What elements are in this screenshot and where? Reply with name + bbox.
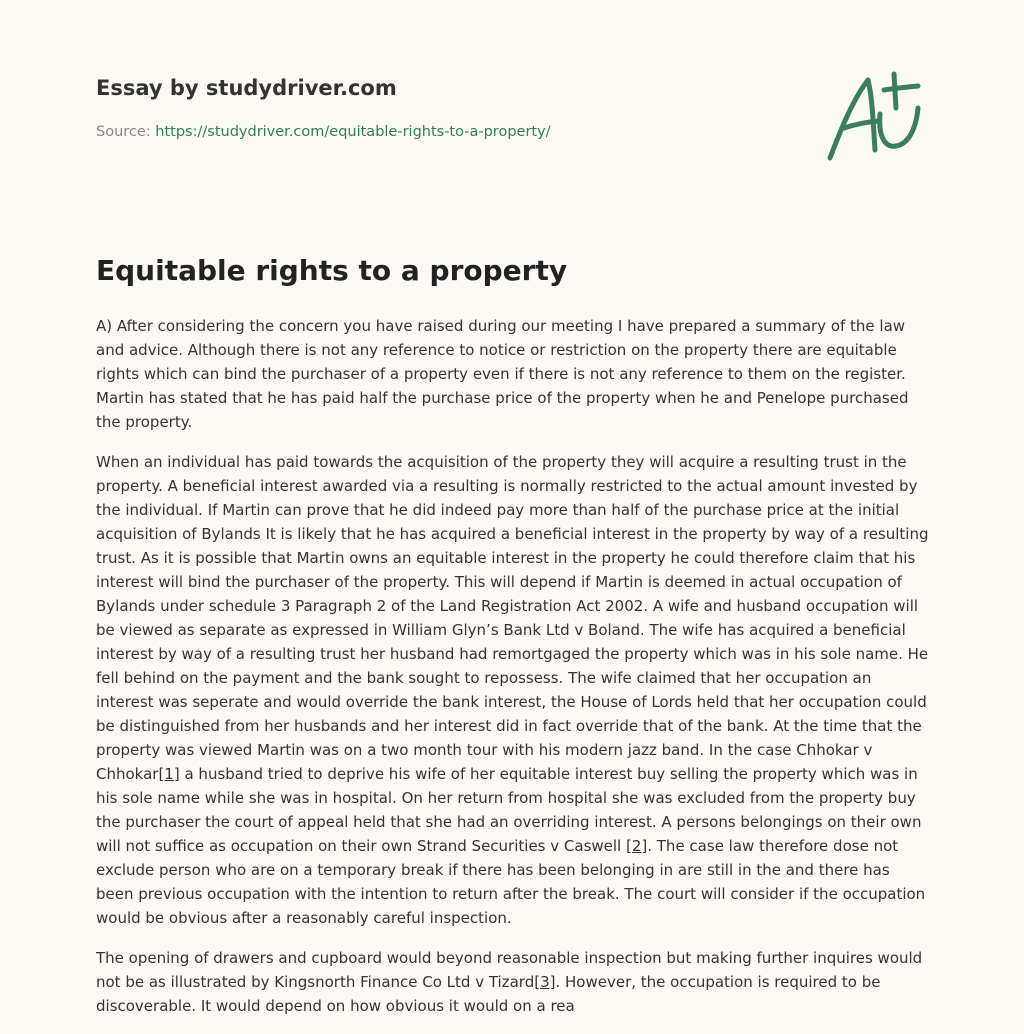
footnote-link-1[interactable]: [1] <box>158 765 180 783</box>
site-title: Essay by studydriver.com <box>96 76 397 100</box>
essay-body <box>96 314 930 1034</box>
paragraph-2-text-a: When an individual has paid towards the acquisition of the property they will acquire a resulting trust in the property. A beneficial interest awarded via a resulting is normally restricted to the actual amount invested by the individual. If Martin can prove that he did indeed pay more than half of the purchase price at the initial acquisition of Bylands It is likely that he has acquired a beneficial interest in the property by way of a resulting trust. As it is possible that Martin owns an equitable interest in the property he could therefore claim that his interest will bind the purchaser of the property. This will depend if Martin is deemed in actual occupation of Bylands under schedule 3 Paragraph 2 of the Land Registration Act 2002. A wife and husband occupation will be viewed as separate as expressed in William Glyn’s Bank Ltd v Boland. The wife has acquired a beneficial interest by way of a resulting trust her husband had remortgaged the property which was in his sole name. He fell behind on the payment and the bank sought to repossess. The wife claimed that her occupation an interest was seperate and would override the bank interest, the House of Lords held that her occupation could be distinguished from her husbands and her interest did in fact override that of the bank. At the time that the property was viewed Martin was on a two month tour with his modern jazz band. In the case Chhokar v Chhokar <box>96 453 929 783</box>
source-label: Source: <box>96 124 156 140</box>
source-link[interactable]: https://studydriver.com/equitable-rights-to-a-property/ <box>155 124 551 140</box>
paragraph-2 <box>96 450 930 930</box>
source-line <box>96 124 551 140</box>
paragraph-3-text-a: The opening of drawers and cupboard would beyond reasonable inspection but making further inquires would not be as illustrated by Kingsnorth Finance Co Ltd v Tizard <box>96 949 923 991</box>
paragraph-2-text-c: . The case law therefore dose not exclude person who are on a temporary break if there has been belonging in are still in the and there has been previous occupation with the intention to return after the break. The court will consider if the occupation would be obvious after a reasonably careful inspection. <box>96 837 926 927</box>
a-plus-logo-icon <box>820 66 930 166</box>
footnote-link-3[interactable]: [3] <box>534 973 556 991</box>
paragraph-2-text-b: a husband tried to deprive his wife of her equitable interest buy selling the property which was in his sole name while she was in hospital. On her return from hospital she was excluded from the property buy the purchaser the court of appeal held that she had an overriding interest. A persons belongings on their own will not suffice as occupation on their own Strand Securities v Caswell <box>96 765 922 855</box>
footnote-link-2[interactable]: [2] <box>625 837 648 855</box>
paragraph-1: A) After considering the concern you have raised during our meeting I have prepared a summary of the law and advice. Although there is not any reference to notice or restriction on the property there are equitable rights which can bind the purchaser of a property even if there is not any reference to them on the register. Martin has stated that he has paid half the purchase price of the property when he and Penelope purchased the property. <box>96 317 909 431</box>
paragraph-3-text-b: . However, the occupation is required to be discoverable. It would depend on how obvious it would on a rea <box>96 973 881 1015</box>
paragraph-3 <box>96 946 930 1018</box>
essay-title: Equitable rights to a property <box>96 254 568 287</box>
